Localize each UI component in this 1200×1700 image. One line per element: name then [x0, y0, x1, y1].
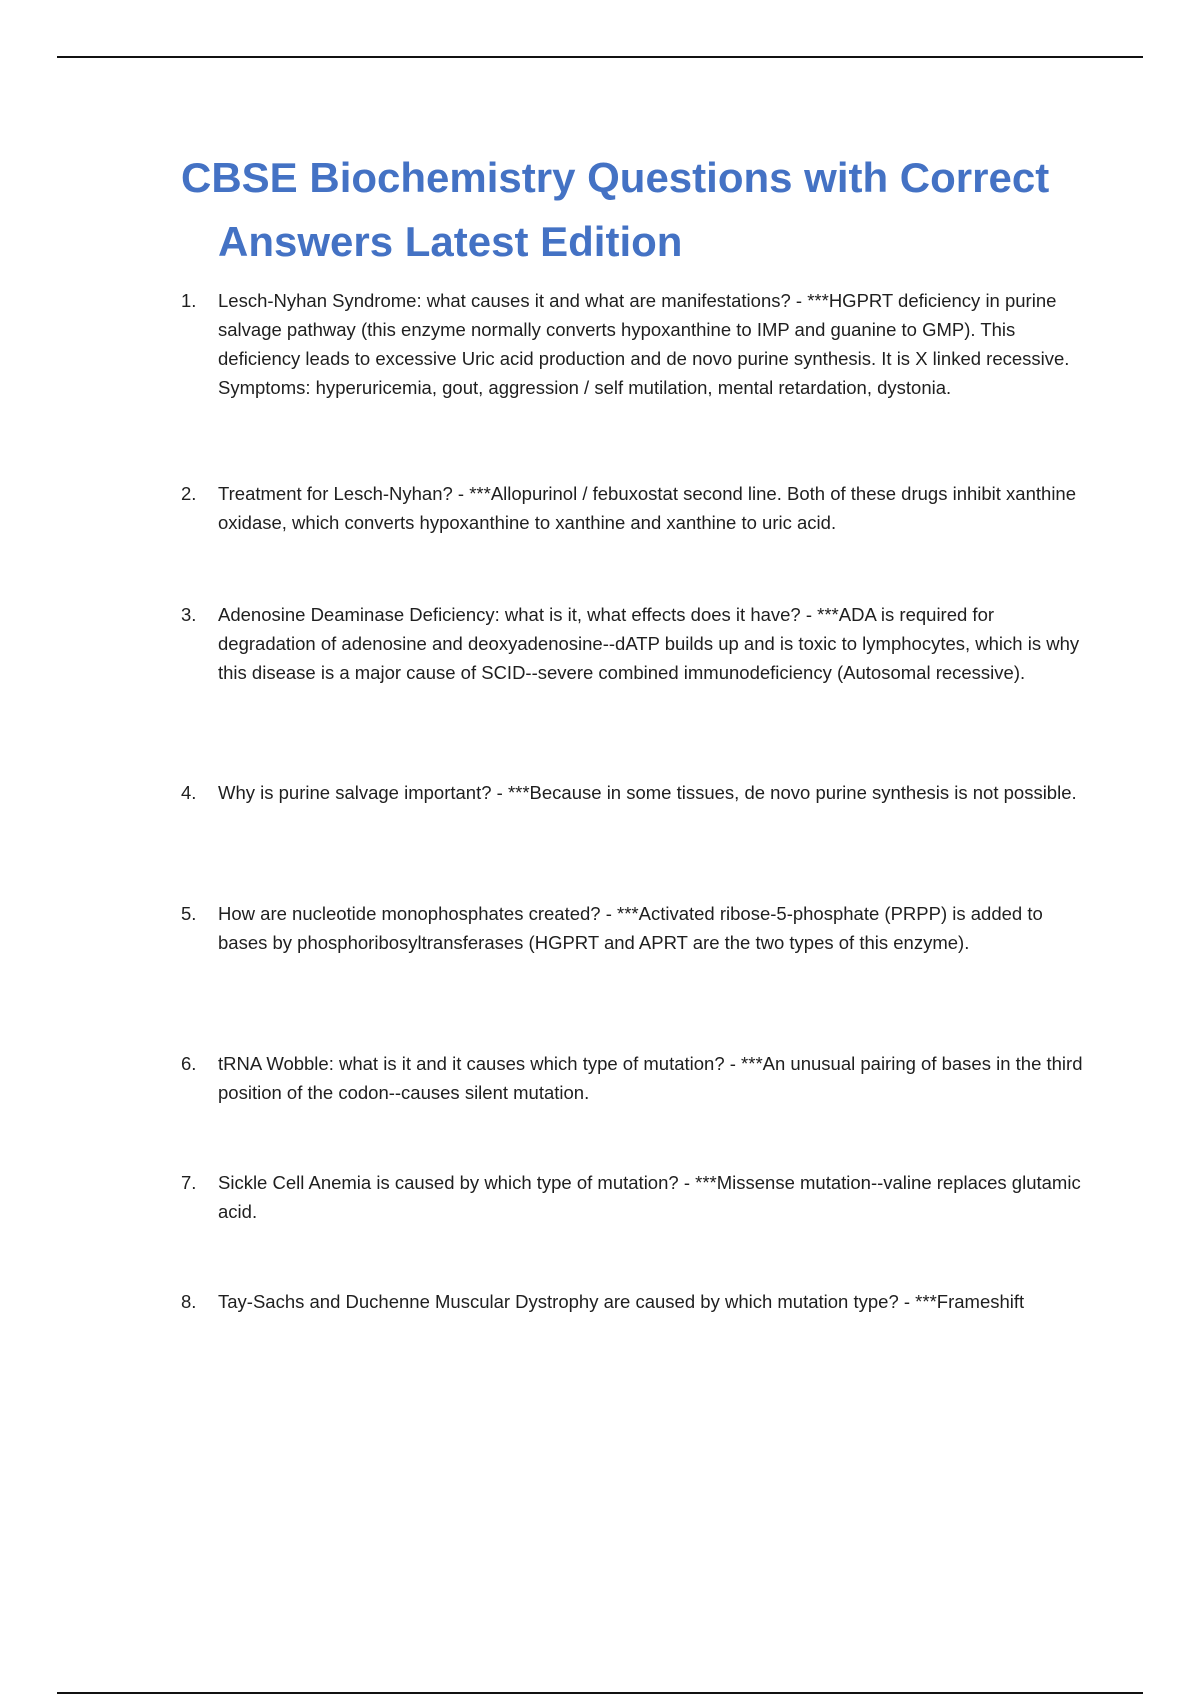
question-number: 2. [181, 483, 197, 504]
question-number: 1. [181, 290, 197, 311]
question-text: Tay-Sachs and Duchenne Muscular Dystrophy are caused by which mutation type? - ***Frameshift [218, 1291, 1025, 1312]
question-text: How are nucleotide monophosphates created? - ***Activated ribose-5-phosphate (PRPP) is added to bases by phosphoribosyltransferases (HGPRT and APRT are the two types of this enzyme). [218, 903, 1043, 953]
question-number: 7. [181, 1172, 197, 1193]
question-list [181, 286, 1091, 1347]
question-item-2 [181, 479, 1091, 600]
question-text: Adenosine Deaminase Deficiency: what is it, what effects does it have? - ***ADA is required for degradation of adenosine and deoxyadenosine--dATP builds up and is toxic to lymphocytes, which is why this disease is a major cause of SCID--severe combined immunodeficiency (Autosomal recessive). [218, 604, 1080, 683]
question-number: 8. [181, 1291, 197, 1312]
question-text: tRNA Wobble: what is it and it causes which type of mutation? - ***An unusual pairing of bases in the third position of the codon--causes silent mutation. [218, 1053, 1083, 1103]
question-item-3 [181, 600, 1091, 778]
question-number: 6. [181, 1053, 197, 1074]
page-title [181, 146, 1081, 274]
question-text: Why is purine salvage important? - ***Because in some tissues, de novo purine synthesis is not possible. [218, 782, 1077, 803]
bottom-rule [57, 1692, 1143, 1694]
question-number: 4. [181, 782, 197, 803]
question-item-5 [181, 899, 1091, 1049]
question-number: 3. [181, 604, 197, 625]
title-line-2: Answers Latest Edition [218, 218, 683, 265]
question-text: Sickle Cell Anemia is caused by which type of mutation? - ***Missense mutation--valine replaces glutamic acid. [218, 1172, 1081, 1222]
question-item-8 [181, 1287, 1091, 1347]
question-text: Lesch-Nyhan Syndrome: what causes it and what are manifestations? - ***HGPRT deficiency in purine salvage pathway (this enzyme normally converts hypoxanthine to IMP and guanine to GMP). This deficiency leads to excessive Uric acid production and de novo purine synthesis. It is X linked recessive. Symptoms: hyperuricemia, gout, aggression / self mutilation, mental retardation, dystonia. [218, 290, 1070, 398]
question-item-4 [181, 778, 1091, 899]
question-item-1 [181, 286, 1091, 479]
top-rule [57, 56, 1143, 58]
question-number: 5. [181, 903, 197, 924]
question-item-7 [181, 1168, 1091, 1287]
title-line-1: CBSE Biochemistry Questions with Correct [181, 154, 1050, 201]
question-text: Treatment for Lesch-Nyhan? - ***Allopurinol / febuxostat second line. Both of these drugs inhibit xanthine oxidase, which converts hypoxanthine to xanthine and xanthine to uric acid. [218, 483, 1077, 533]
question-item-6 [181, 1049, 1091, 1168]
